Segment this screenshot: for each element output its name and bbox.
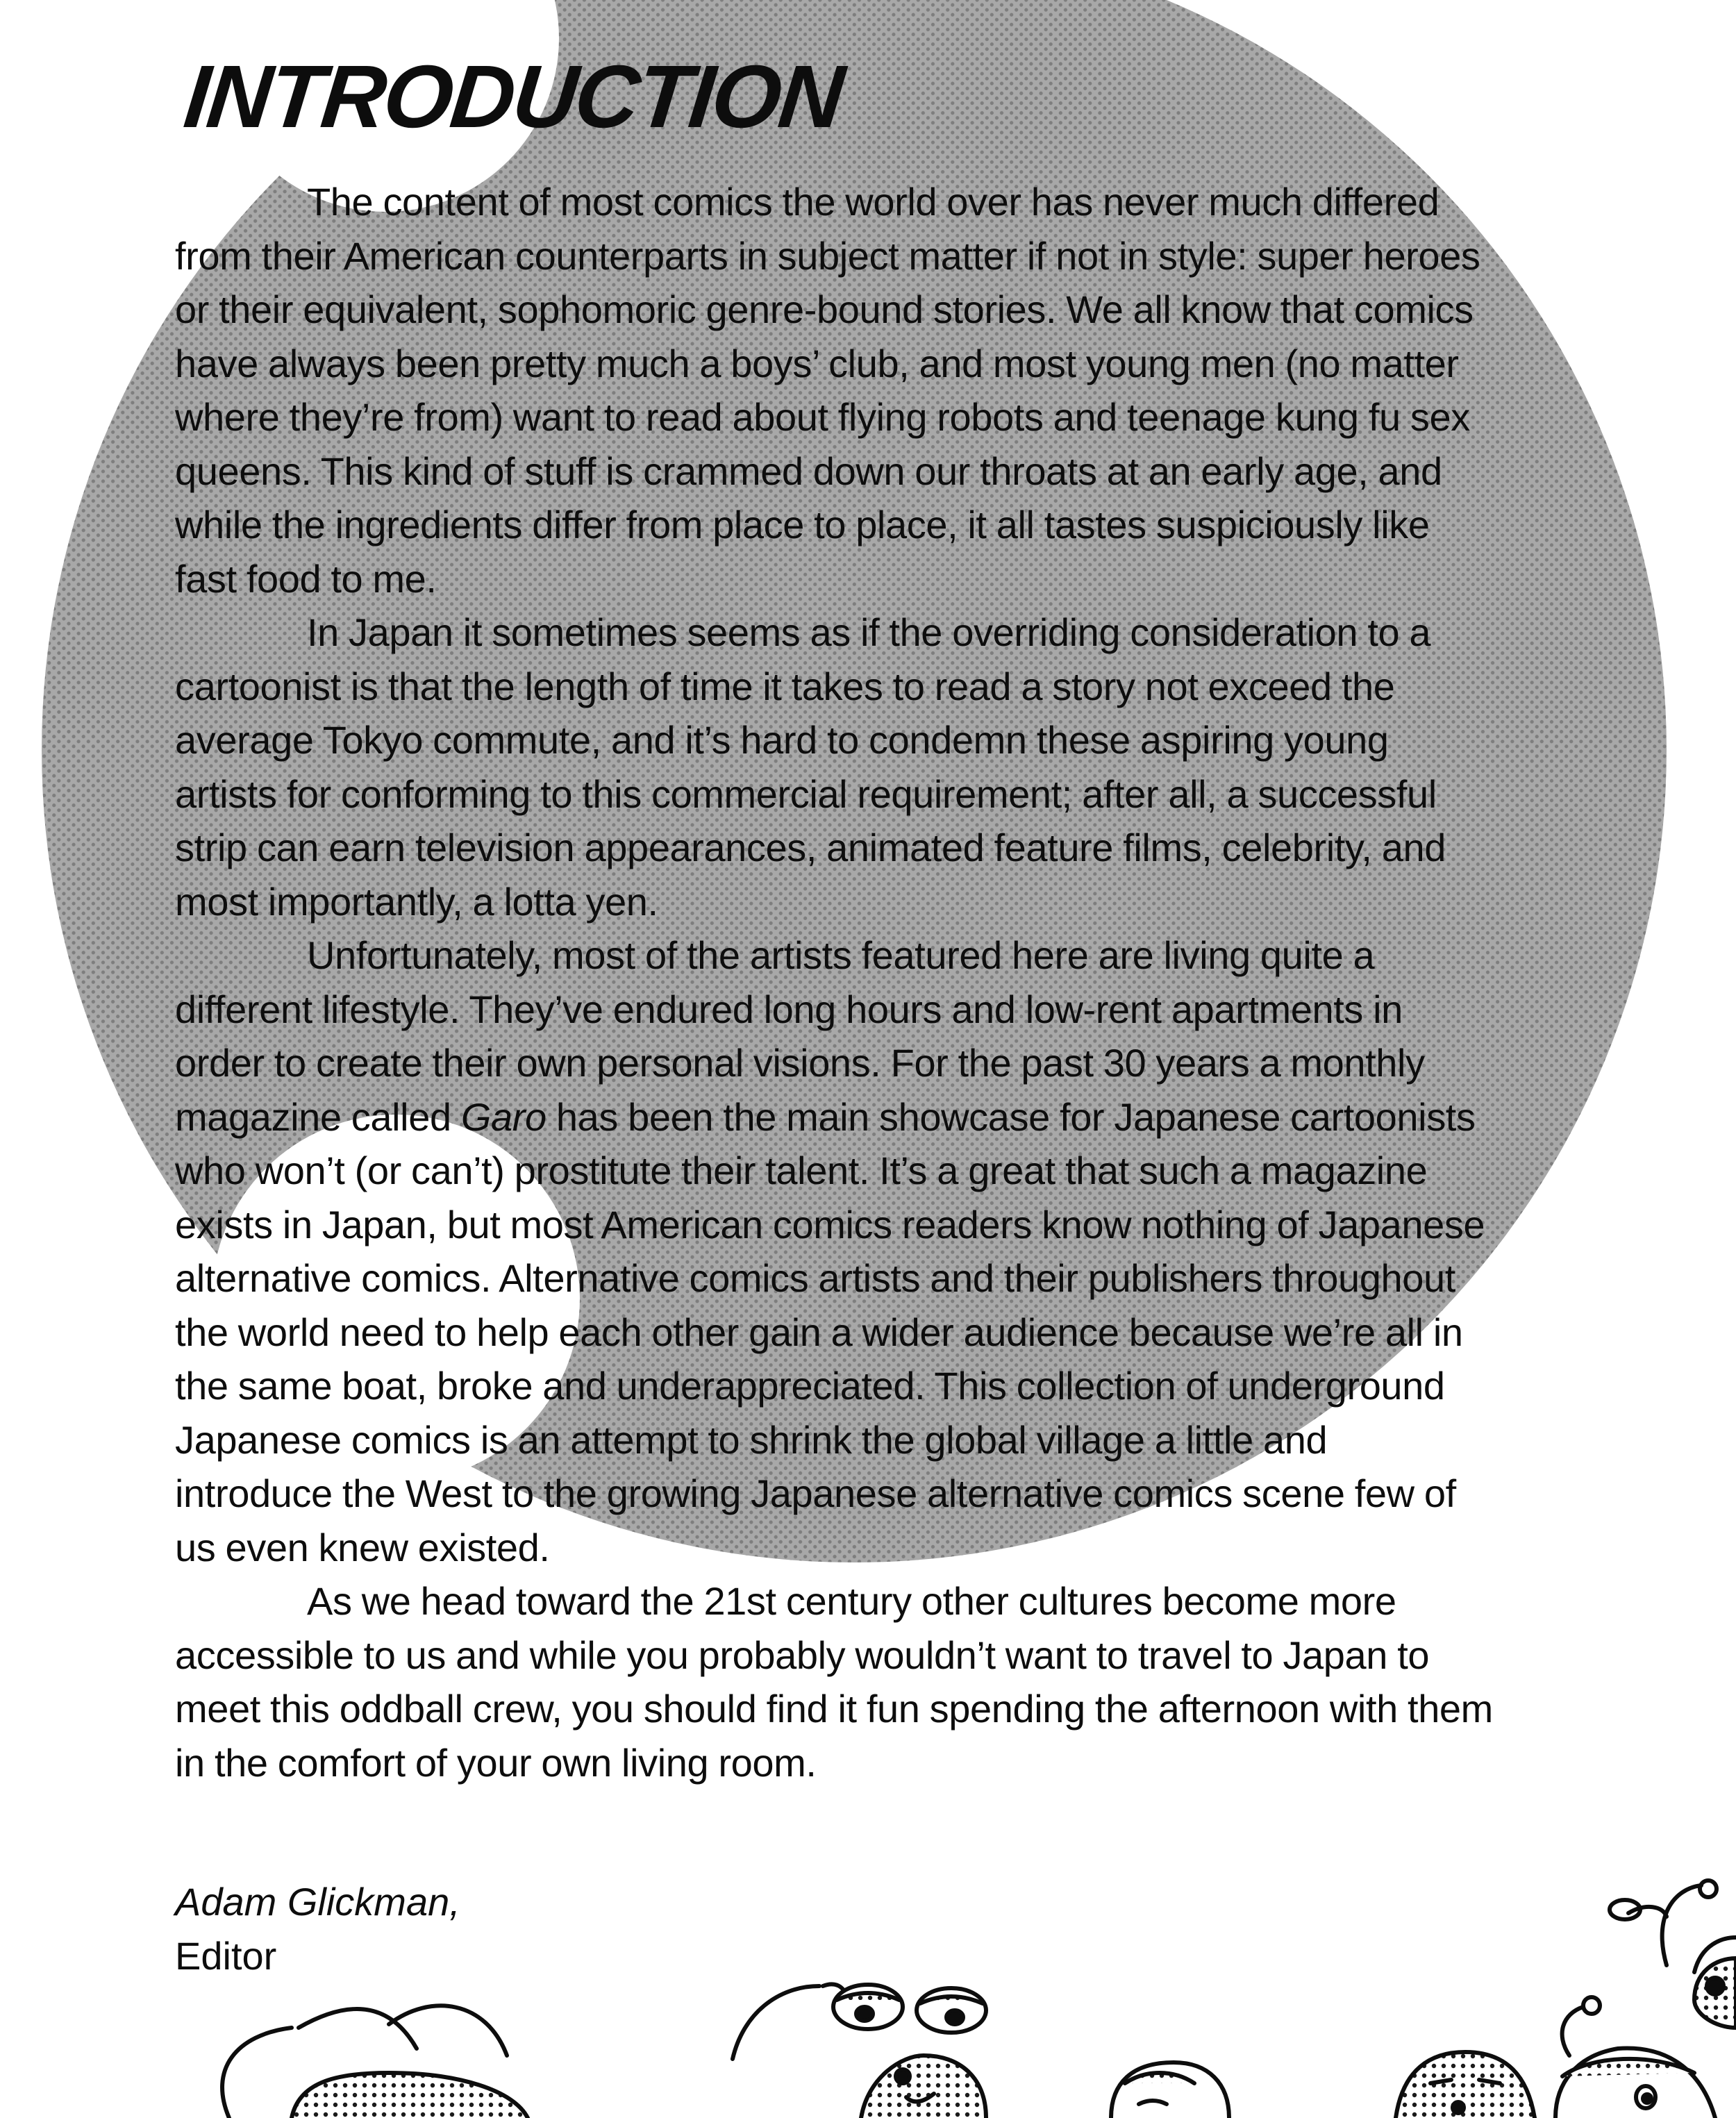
paragraph-1: The content of most comics the world over has never much differed from their American counterparts in subject matter if not in style: super heroes or their equivalent, sophomoric genre-bound stories. We all know that comics have always been pretty much a boys’ club, and most young men (no matter where they’re from) want to read about flying robots and teenage kung fu sex queens. This kind of stuff is crammed down our throats at an early age, and while the ingredients differ from place to place, it all tastes suspiciously like fast food to me. — [175, 180, 1480, 601]
bug-character-third — [1111, 2062, 1229, 2118]
page-title: INTRODUCTION — [179, 47, 847, 147]
paragraph-4: As we head toward the 21st century other cultures become more accessible to us and while you probably wouldn’t want to travel to Japan to meet this oddball crew, you should find it fun spending the afternoon with them in the comfort of your own living room. — [175, 1579, 1493, 1785]
signature-block — [175, 1875, 460, 1983]
bug-character-right — [1555, 1881, 1736, 2118]
author-role: Editor — [175, 1933, 277, 1978]
author-name: Adam Glickman, — [175, 1880, 460, 1924]
paragraph-2: In Japan it sometimes seems as if the overriding consideration to a cartoonist is that the length of time it takes to read a story not exceed the average Tokyo commute, and it’s hard to condemn these aspiring young artists for conforming to this commercial requirement; after all, a successful strip can earn television appearances, animated feature films, celebrity, and most importantly, a lotta yen. — [175, 610, 1446, 924]
bug-character-fourth — [1396, 2052, 1535, 2118]
bug-character-center — [733, 1984, 986, 2118]
article-body — [175, 175, 1494, 1790]
paragraph-3: Unfortunately, most of the artists featured here are living quite a different lifestyle. They’ve endured long hours and low-rent apartments in order to create their own personal visions. For the past 30 years a monthly magazine called Garo has been the main showcase for Japanese cartoonists who won’t (or can’t) prostitute their talent. It’s a great that such a magazine exists in Japan, but most American comics readers know nothing of Japanese alternative comics. Alternative comics artists and their publishers throughout the world need to help each other gain a wider audience because we’re all in the same boat, broke and underappreciated. This collection of underground Japanese comics is an attempt to shrink the global village a little and introduce the West to the growing Japanese alternative comics scene few of us even knew existed. — [175, 933, 1485, 1569]
bug-character-left — [222, 2006, 528, 2118]
magazine-title: Garo — [460, 1094, 546, 1139]
